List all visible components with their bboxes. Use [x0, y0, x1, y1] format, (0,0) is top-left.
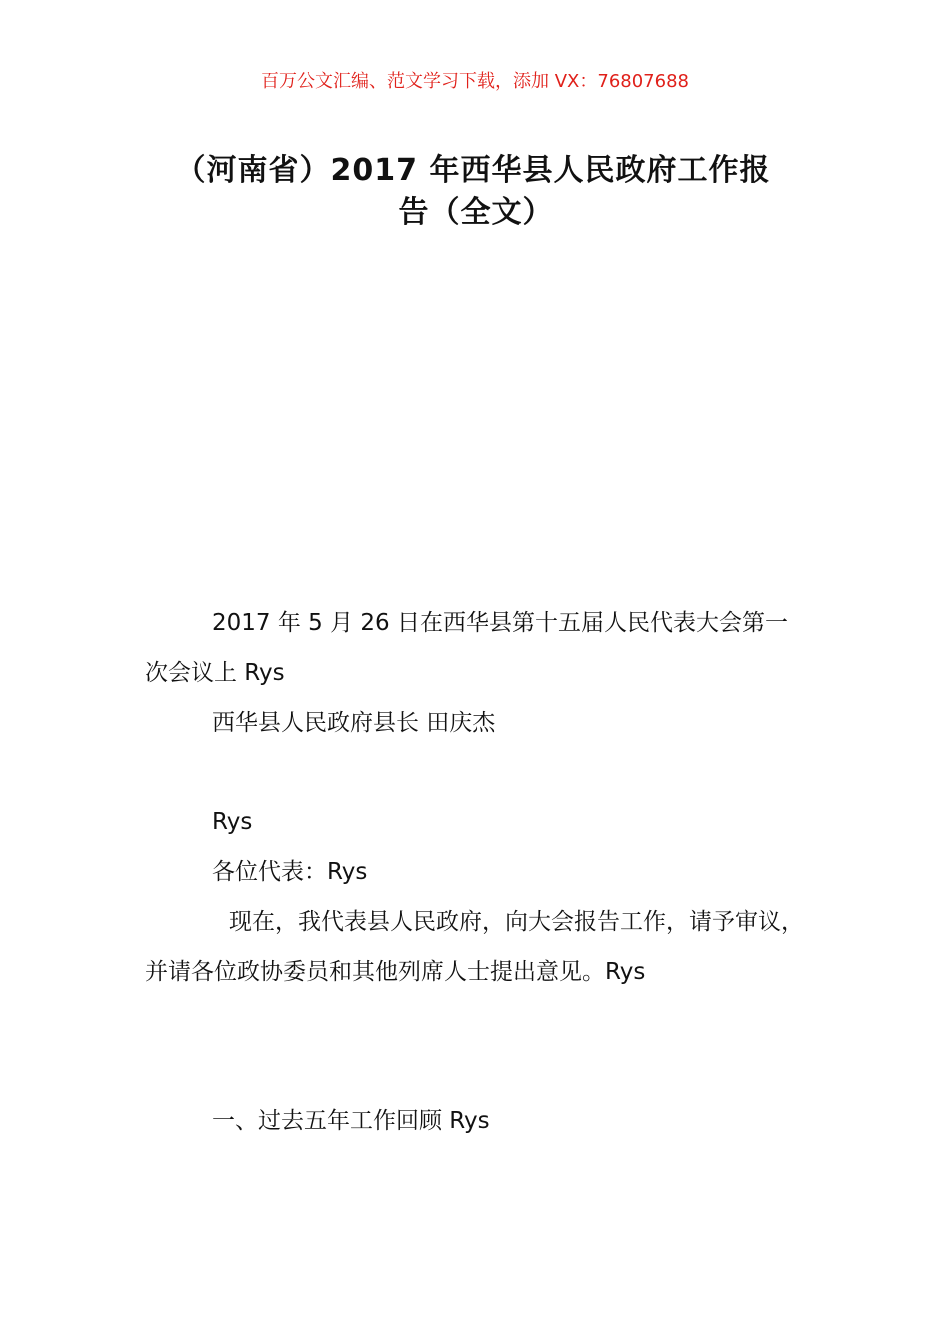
marker-line: Rys [212, 809, 253, 835]
document-title-line-2: 告（全文） [398, 195, 554, 230]
speaker-paragraph [145, 698, 810, 748]
opening-text: 现在，我代表县人民政府，向大会报告工作，请予审议，并请各位政协委员和其他列席人士提出意见。Rys [145, 909, 804, 985]
section-heading: 一、过去五年工作回顾 Rys [212, 1108, 490, 1134]
document-title [145, 150, 807, 234]
opening-paragraph [145, 897, 810, 997]
marker-paragraph [145, 797, 810, 847]
salutation-paragraph [145, 847, 810, 897]
speaker-line: 西华县人民政府县长 田庆杰 [212, 710, 496, 736]
section-heading-paragraph [145, 1096, 810, 1146]
header-promo-note: 百万公文汇编、范文学习下载，添加 VX：76807688 [261, 71, 689, 92]
meeting-paragraph [145, 598, 810, 698]
meeting-line: 2017 年 5 月 26 日在西华县第十五届人民代表大会第一次会议上 Rys [145, 610, 788, 686]
salutation-line: 各位代表：Rys [212, 859, 368, 885]
document-title-line-1: （河南省）2017 年西华县人民政府工作报 [175, 153, 771, 188]
